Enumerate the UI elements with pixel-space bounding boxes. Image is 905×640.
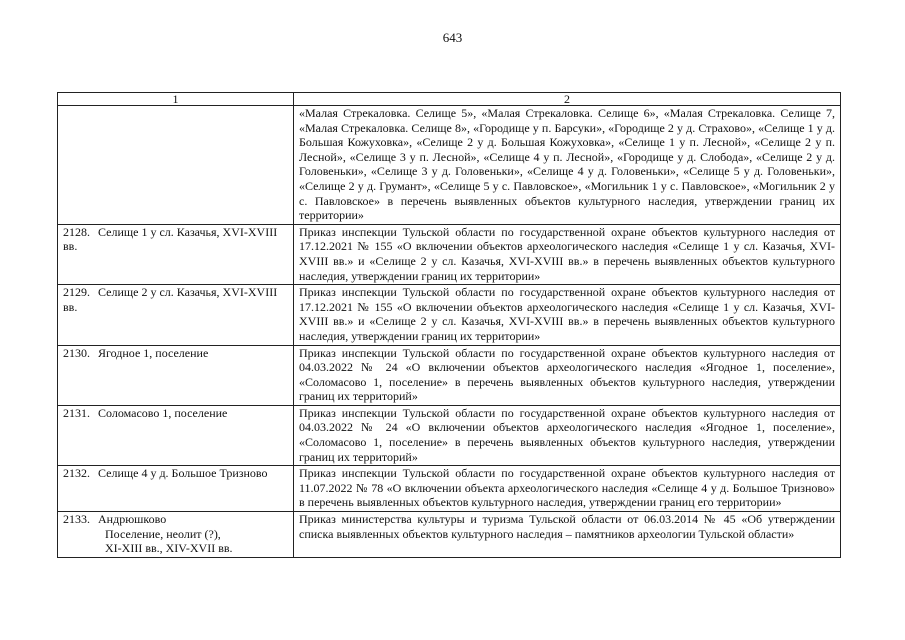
name-cell [58, 466, 294, 512]
table-row-continuation [58, 106, 841, 225]
name-cell [58, 345, 294, 405]
object-name: Соломасово 1, поселение [98, 405, 228, 420]
column-header-1: 1 [58, 93, 294, 106]
object-name: Ягодное 1, поселение [98, 345, 209, 360]
object-name: Селище 1 у сл. Казачья, XVI-XVIII вв. [63, 224, 278, 254]
table-row [58, 345, 841, 405]
column-header-2: 2 [294, 93, 841, 106]
row-number: 2130. [63, 345, 90, 360]
name-cell [58, 224, 294, 284]
document-cell: Приказ инспекции Тульской области по государственной охране объектов культурного наследия от 04.03.2022 № 24 «О включении объектов археологического наследия «Ягодное 1, поселение», «Соломасово 1, поселение» в перечень выявленных объектов культурного наследия, утверждении границ их территорий» [294, 405, 841, 465]
object-name: Селище 4 у д. Большое Тризново [98, 466, 268, 481]
table-row [58, 466, 841, 512]
row-number: 2129. [63, 285, 90, 300]
table-row [58, 285, 841, 345]
table-row [58, 224, 841, 284]
heritage-register-table [57, 92, 841, 558]
name-cell [58, 512, 294, 558]
table-row [58, 512, 841, 558]
document-cell: Приказ инспекции Тульской области по государственной охране объектов культурного наследия от 11.07.2022 № 78 «О включении объекта археологического наследия «Селище 4 у д. Большое Тризново» в перечень выявленных объектов культурного наследия, утверждении границ его территории» [294, 466, 841, 512]
document-cell: «Малая Стрекаловка. Селище 5», «Малая Стрекаловка. Селище 6», «Малая Стрекаловка. Селище 7, «Малая Стрекаловка. Селище 8», «Городище у п. Барсуки», «Городище 2 у д. Страхово», «Селище 1 у д. Большая Кожуховка», «Селище 2 у д. Большая Кожуховка», «Селище 1 у п. Лесной», «Селище 2 у п. Лесной», «Селище 3 у п. Лесной», «Селище 4 у п. Лесной», «Городище у д. Слобода», «Селище 2 у д. Головеньки», «Селище 3 у д. Головеньки», «Селище 4 у д. Головеньки», «Селище 5 у д. Головеньки», «Селище 2 у д. Грумант», «Селище 5 у с. Павловское», «Могильник 1 у с. Павловское», «Могильник 2 у с. Павловское» в перечень выявленных объектов культурного наследия, утверждении границ их территории» [294, 106, 841, 225]
document-cell: Приказ министерства культуры и туризма Тульской области от 06.03.2014 № 45 «Об утверждении списка выявленных объектов культурного наследия – памятников археологии Тульской области» [294, 512, 841, 558]
table-row [58, 405, 841, 465]
name-cell [58, 405, 294, 465]
name-cell-empty [58, 106, 294, 225]
object-name-line: XI-XIII вв., XIV-XVII вв. [105, 541, 233, 556]
object-name-line: Андрюшково [98, 512, 167, 527]
name-cell [58, 285, 294, 345]
object-name: Селище 2 у сл. Казачья, XVI-XVIII вв. [63, 285, 278, 314]
document-cell: Приказ инспекции Тульской области по государственной охране объектов культурного наследия от 17.12.2021 № 155 «О включении объектов археологического наследия «Селище 1 у сл. Казачья, XVI-XVIII вв.» и «Селище 2 у сл. Казачья, XVI-XVIII вв.» в перечень выявленных объектов культурного наследия, утверждении границ их территории» [294, 285, 841, 345]
table-header-row [58, 93, 841, 106]
row-number: 2132. [63, 466, 90, 481]
document-cell: Приказ инспекции Тульской области по государственной охране объектов культурного наследия от 17.12.2021 № 155 «О включении объектов археологического наследия «Селище 1 у сл. Казачья, XVI-XVIII вв.» и «Селище 2 у сл. Казачья, XVI-XVIII вв.» в перечень выявленных объектов культурного наследия, утверждении границ их территории» [294, 224, 841, 284]
page-number: 643 [442, 30, 463, 45]
document-cell: Приказ инспекции Тульской области по государственной охране объектов культурного наследия от 04.03.2022 № 24 «О включении объектов археологического наследия «Ягодное 1, поселение», «Соломасово 1, поселение» в перечень выявленных объектов культурного наследия, утверждении границ их территорий» [294, 345, 841, 405]
row-number: 2133. [63, 512, 90, 527]
row-number: 2128. [63, 224, 90, 239]
row-number: 2131. [63, 405, 90, 420]
object-name-line: Поселение, неолит (?), [105, 526, 221, 541]
